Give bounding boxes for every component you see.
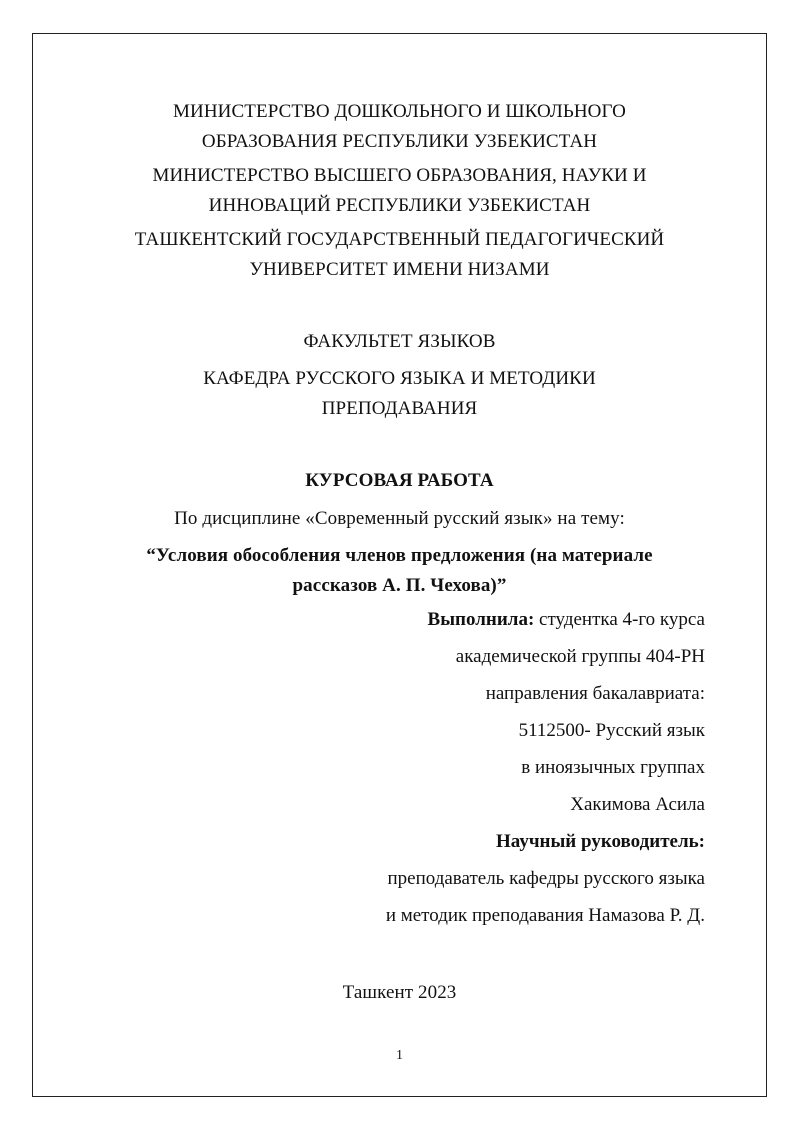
topic-title (32, 541, 767, 601)
ministry-preschool (32, 97, 767, 157)
supervisor-name: и методик преподавания Намазова Р. Д. (385, 905, 705, 926)
author-name: Хакимова Асила (570, 794, 705, 815)
university-name-line1: ТАШКЕНТСКИЙ ГОСУДАРСТВЕННЫЙ ПЕДАГОГИЧЕСКИЙ (134, 229, 665, 250)
author-first-line (386, 601, 705, 638)
department-name-line2: ПРЕПОДАВАНИЯ (321, 398, 478, 419)
department-name-line1: КАФЕДРА РУССКОГО ЯЗЫКА И МЕТОДИКИ (203, 368, 596, 389)
author-label: Выполнила: (427, 609, 535, 630)
faculty-name-text: ФАКУЛЬТЕТ ЯЗЫКОВ (303, 331, 496, 352)
author-course: студентка 4-го курса (534, 609, 705, 630)
ministry-higher-line1: МИНИСТЕРСТВО ВЫСШЕГО ОБРАЗОВАНИЯ, НАУКИ И (152, 165, 647, 186)
university-name (32, 225, 767, 285)
faculty-name (32, 327, 767, 357)
discipline-line (32, 504, 767, 534)
ministry-higher-line2: ИННОВАЦИЙ РЕСПУБЛИКИ УЗБЕКИСТАН (208, 195, 591, 216)
discipline-text: По дисциплине «Современный русский язык» на тему: (174, 508, 625, 529)
author-info (386, 601, 705, 934)
city-year (32, 978, 767, 1008)
author-groups: в иноязычных группах (521, 757, 705, 778)
topic-title-line2: рассказов А. П. Чехова)” (292, 575, 507, 596)
author-program: 5112500- Русский язык (518, 720, 705, 741)
supervisor-position: преподаватель кафедры русского языка (387, 868, 705, 889)
work-type-text: КУРСОВАЯ РАБОТА (305, 470, 494, 491)
author-group: академической группы 404-РН (455, 646, 705, 667)
supervisor-label: Научный руководитель: (496, 831, 705, 852)
city-year-text: Ташкент 2023 (342, 982, 457, 1003)
university-name-line2: УНИВЕРСИТЕТ ИМЕНИ НИЗАМИ (249, 259, 550, 280)
department-name (32, 364, 767, 424)
work-type-heading (32, 466, 767, 496)
ministry-higher (32, 161, 767, 221)
ministry-preschool-line1: МИНИСТЕРСТВО ДОШКОЛЬНОГО И ШКОЛЬНОГО (173, 101, 626, 122)
author-direction: направления бакалавриата: (485, 683, 705, 704)
ministry-preschool-line2: ОБРАЗОВАНИЯ РЕСПУБЛИКИ УЗБЕКИСТАН (201, 131, 598, 152)
topic-title-line1: “Условия обособления членов предложения (на материале (146, 545, 653, 566)
page-number: 1 (396, 1048, 403, 1063)
